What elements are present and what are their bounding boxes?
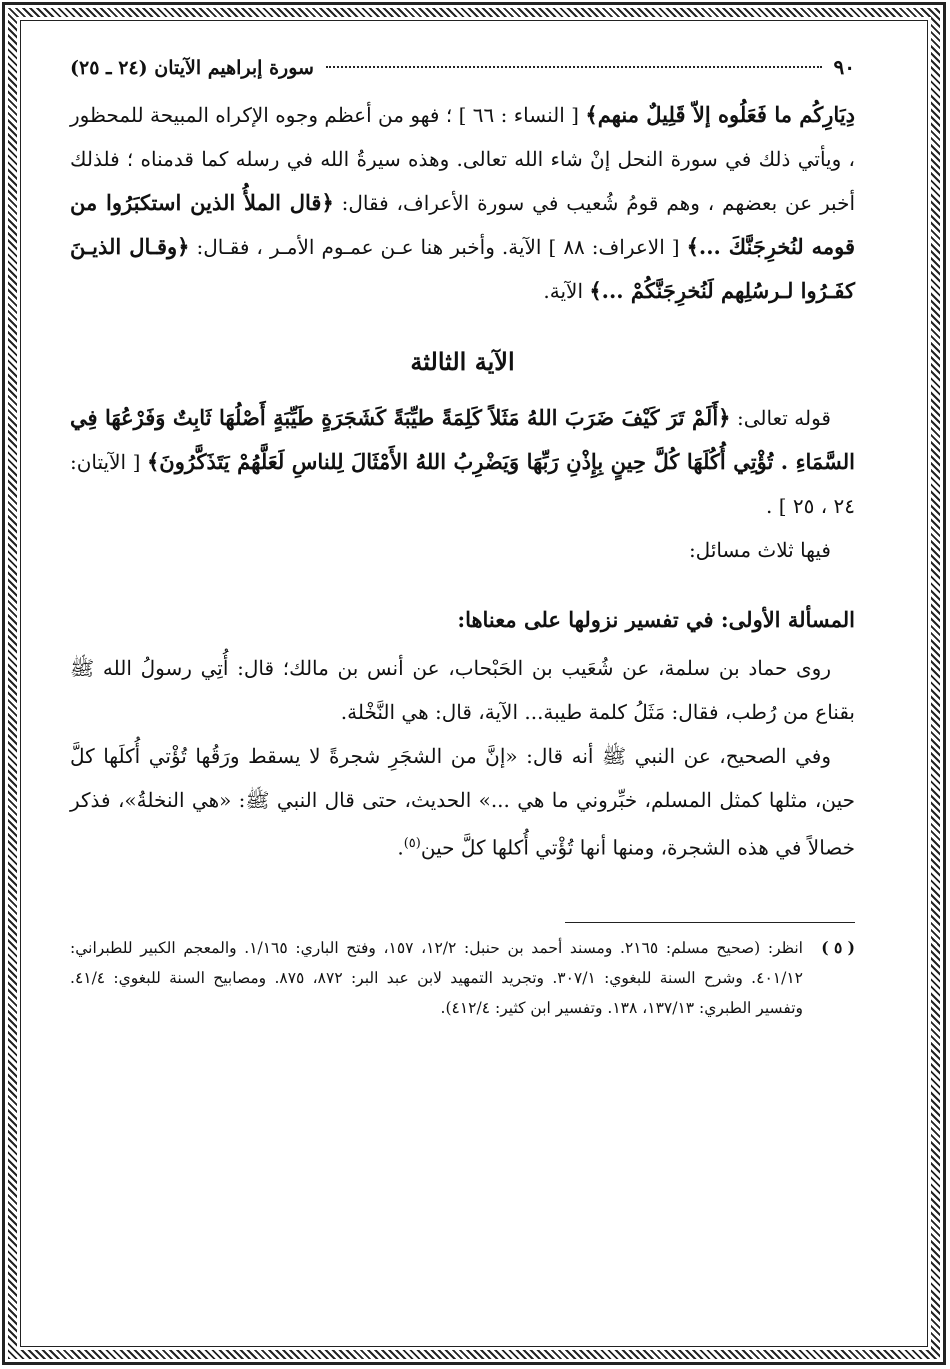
verse-lead: قوله تعالى: <box>736 406 831 430</box>
issues-count: فيها ثلاث مسائل: <box>688 538 831 562</box>
page-number: ٩٠ <box>833 55 855 79</box>
book-page <box>70 55 855 1325</box>
verse-reference: [ الآيتان: ٢٤ ، ٢٥ ] . <box>70 450 855 518</box>
issue-title: المسألة الأولى: في تفسير نزولها على معناها: <box>457 607 855 632</box>
quote-close-bracket: ﴾ <box>585 102 598 127</box>
header-dots <box>326 66 822 68</box>
intro-text: [ الاعراف: ٨٨ ] الآية. وأخبر هنا عـن عمـوم الأمـر ، فقـال: <box>196 235 680 259</box>
quran-quote: ﴿وقـال الذيـنَ كفَـرُوا لـرسُلِهم لَنُخرِجَنَّكُمْ ...﴾ <box>70 234 855 303</box>
running-title: سورة إبراهيم الآيتان (٢٤ ـ ٢٥) <box>70 57 314 79</box>
verse-text: ﴿أَلَمْ تَرَ كَيْفَ ضَرَبَ اللهُ مَثَلاً كَلِمَةً طيِّبَةً كَشَجَرَةٍ طَيِّبَةٍ أَصْلُهَا ثَابِتٌ وَفَرْعُهَا فِي السَّمَاءِ . تُؤْتِي أُكُلَهَا كُلَّ حِينٍ بِإِذْنِ رَبِّهَا وَيَضْرِبُ اللهُ الأَمْثَالَ لِلناسِ لَعَلَّهُمْ يَتَذَكَّرُونَ﴾ <box>70 405 855 474</box>
running-header <box>70 55 855 93</box>
footnote-number: ( ٥ ) <box>821 937 855 957</box>
intro-paragraph <box>70 93 855 313</box>
footnote-text: انظر: (صحيح مسلم: ٢١٦٥. ومسند أحمد بن حنبل: ١٢/٢، ١٥٧، وفتح الباري: ١/١٦٥. والمعجم الكبير للطبراني: ٤٠١/١٢. وشرح السنة للبغوي: ٣٠٧/١. وتجريد التمهيد لابن عبد البر: ٨٧٢، ٨٧٥. ومصابيح السنة للبغوي: ٤١/٤. وتفسير الطبري: ١٣٧/١٣، ١٣٨. وتفسير ابن كثير: ٤١٢/٤). <box>70 938 803 1017</box>
hadith-paragraph: روى حماد بن سلمة، عن شُعَيب بن الحَبْحاب، عن أنس بن مالك؛ قال: أُتِي رسولُ الله ﷺ بقناع من رُطب، فقال: مَثَلُ كلمة طيبة... الآية، قال: هي النَّخْلة. <box>70 656 855 724</box>
section-title: الآية الثالثة <box>410 347 515 376</box>
quran-quote: دِيَارِكُم ما فَعَلُوه إلاّ قَلِيلٌ منهم <box>597 102 856 127</box>
intro-text: [ النساء : ٦٦ ] ؛ فهو من أعظم وجوه الإكراه المبيحة للمحظور ، ويأتي ذلك في سورة النحل إنْ شاء الله تعالى. وهذه سيرةُ الله في رسله كما قدمناه ؛ فلذلك أخبر عن بعضهم ، وهم قومُ شُعيب في سورة الأعراف، فقال: <box>70 103 856 215</box>
quran-quote: ﴿قال الملأُ الذين استكبَرُوا من قومه لنُخرِجَنَّكَ ...﴾ <box>70 190 856 259</box>
hadith-end: . <box>397 835 404 860</box>
verse-paragraph <box>70 396 855 528</box>
intro-text: الآية. <box>543 279 584 303</box>
footnote-marker: (٥) <box>403 836 421 851</box>
hadith-paragraph <box>70 734 855 870</box>
footnote-rule <box>565 922 855 923</box>
hadith-text: وفي الصحيح، عن النبي ﷺ أنه قال: «إنَّ من الشجَرِ شجرةً لا يسقط ورَقُها تُؤْتي أُكلَها كلَّ حين، مثلها كمثل المسلم، خبِّروني ما هي ...» الحديث، حتى قال النبي ﷺ: «هي النخلةُ»، فذكر خصالاً في هذه الشجرة، ومنها أنها تُؤْتي أُكلها كلَّ حين <box>70 744 855 860</box>
footnote <box>70 933 855 1023</box>
